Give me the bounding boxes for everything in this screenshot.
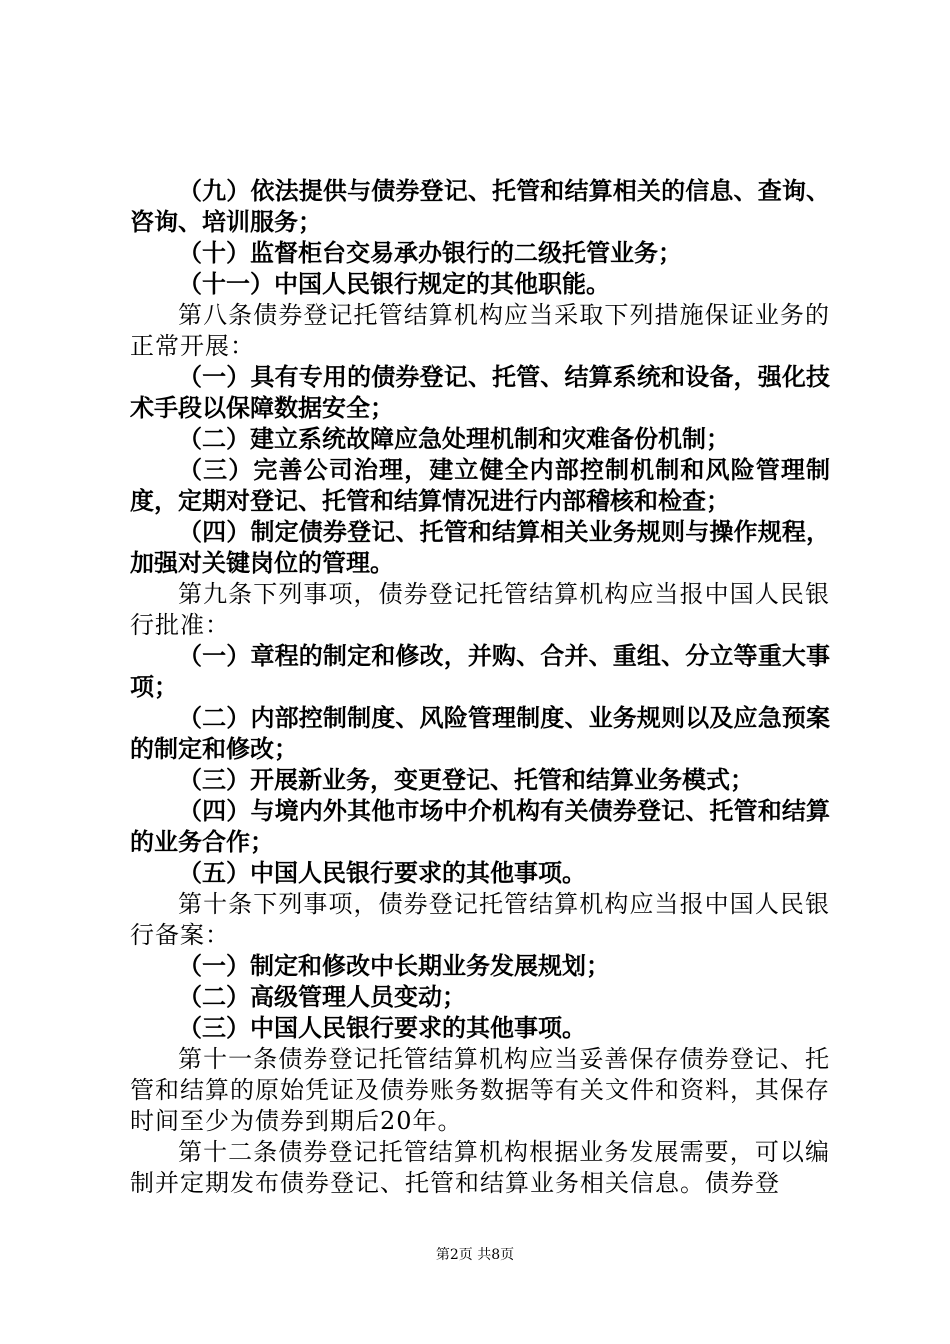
- document-body: [130, 176, 830, 1199]
- paragraph: （四）与境内外其他市场中介机构有关债券登记、托管和结算的业务合作；: [130, 797, 830, 856]
- paragraph: （二）高级管理人员变动；: [178, 983, 466, 1011]
- paragraph: （一）章程的制定和修改，并购、合并、重组、分立等重大事项；: [130, 642, 830, 701]
- paragraph: （四）制定债券登记、托管和结算相关业务规则与操作规程，加强对关键岗位的管理。: [130, 518, 830, 577]
- paragraph: （十一）中国人民银行规定的其他职能。: [178, 270, 610, 298]
- paragraph: （一）具有专用的债券登记、托管、结算系统和设备，强化技术手段以保障数据安全；: [130, 363, 830, 422]
- paragraph: 第十条下列事项，债券登记托管结算机构应当报中国人民银行备案：: [130, 890, 830, 949]
- page-footer: 第2页 共8页: [435, 1247, 515, 1263]
- paragraph: （二）内部控制制度、风险管理制度、业务规则以及应急预案的制定和修改；: [130, 704, 830, 763]
- paragraph: 第八条债券登记托管结算机构应当采取下列措施保证业务的正常开展：: [130, 301, 830, 360]
- paragraph: （三）中国人民银行要求的其他事项。: [178, 1014, 586, 1042]
- paragraph: 第九条下列事项，债券登记托管结算机构应当报中国人民银行批准：: [130, 580, 830, 639]
- paragraph: 第十二条债券登记托管结算机构根据业务发展需要，可以编制并定期发布债券登记、托管和结算业务相关信息。债券登: [130, 1138, 830, 1197]
- paragraph: （二）建立系统故障应急处理机制和灾难备份机制；: [178, 425, 730, 453]
- paragraph: （九）依法提供与债券登记、托管和结算相关的信息、查询、咨询、培训服务；: [130, 177, 830, 236]
- paragraph: （三）开展新业务，变更登记、托管和结算业务模式；: [178, 766, 754, 794]
- paragraph: （十）监督柜台交易承办银行的二级托管业务；: [178, 239, 682, 267]
- paragraph: （三）完善公司治理，建立健全内部控制机制和风险管理制度，定期对登记、托管和结算情况进行内部稽核和检查；: [130, 456, 830, 515]
- paragraph: （五）中国人民银行要求的其他事项。: [178, 859, 586, 887]
- paragraph: （一）制定和修改中长期业务发展规划；: [178, 952, 610, 980]
- paragraph: 第十一条债券登记托管结算机构应当妥善保存债券登记、托管和结算的原始凭证及债券账务数据等有关文件和资料，其保存时间至少为债券到期后20年。: [130, 1045, 830, 1135]
